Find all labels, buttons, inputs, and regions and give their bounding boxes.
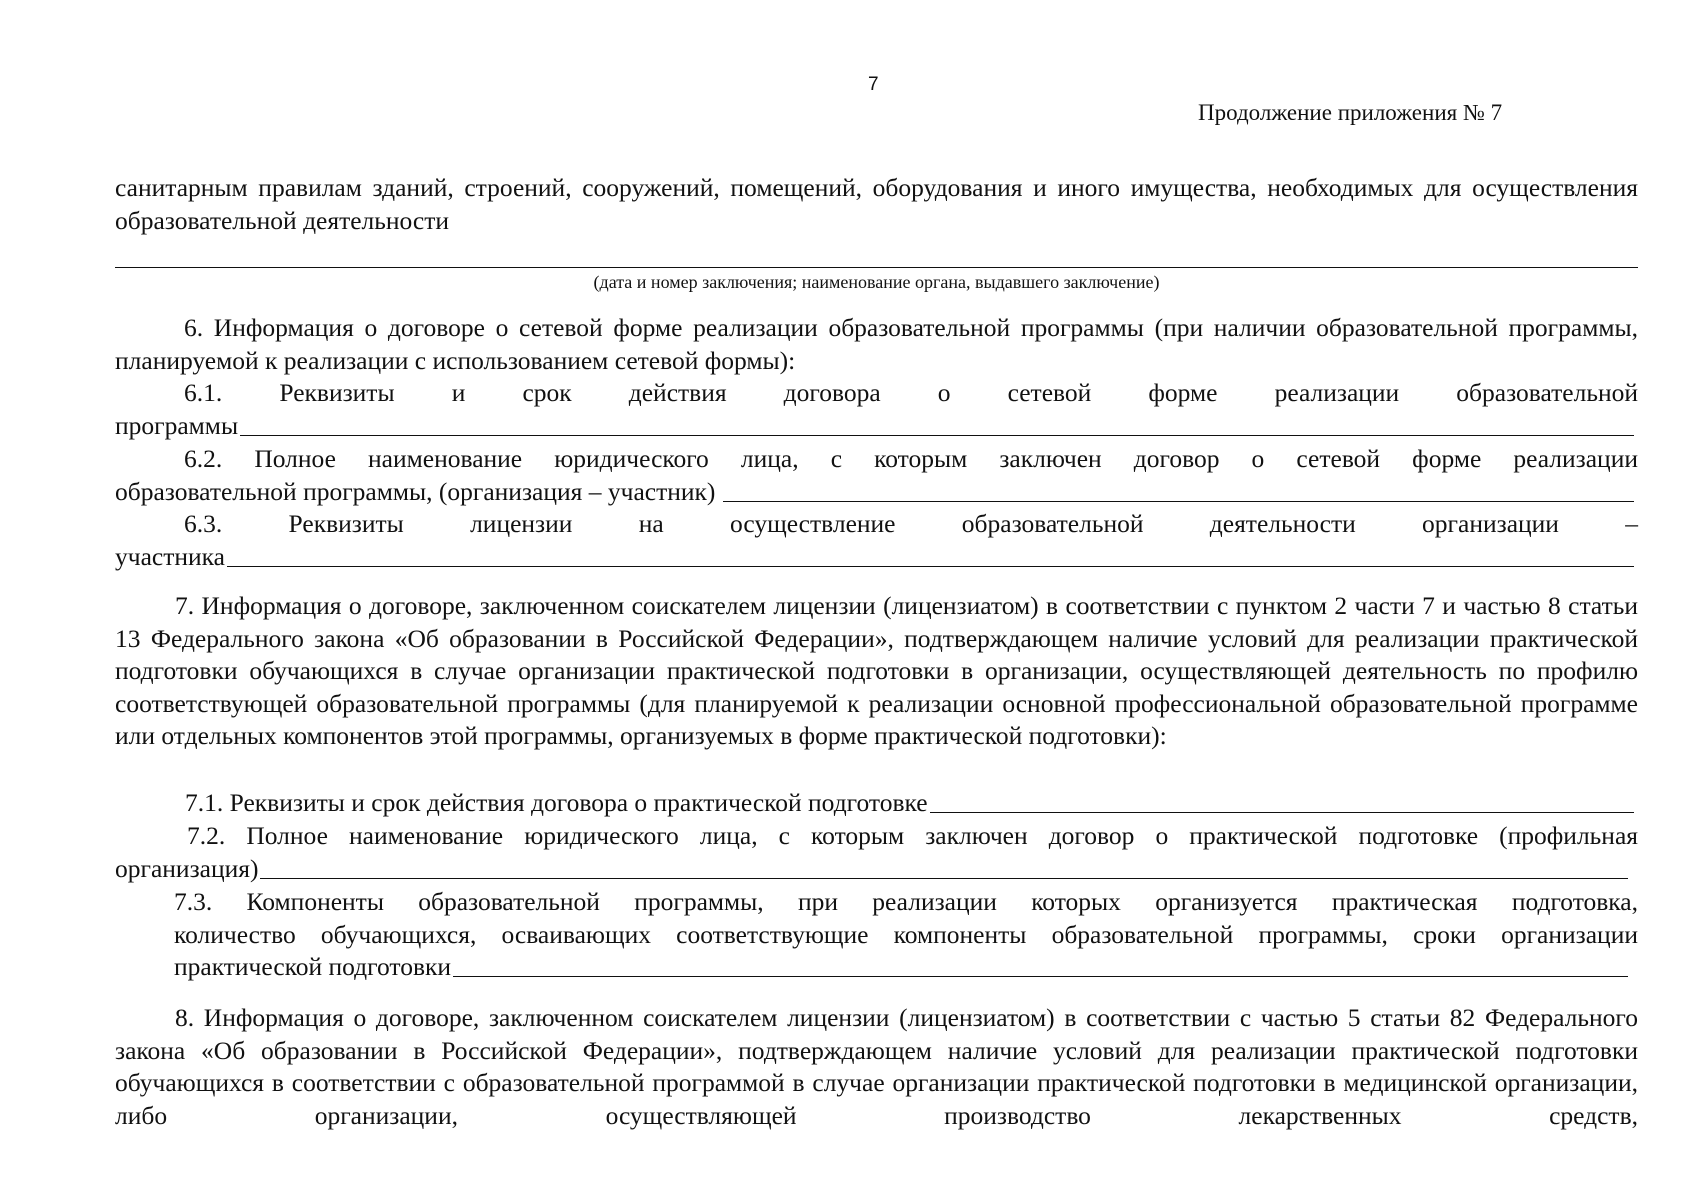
conclusion-fill-line [115,267,1638,268]
item-6-3-line1: 6.3. Реквизиты лицензии на осуществление образовательной деятельности организации – [184,509,1638,538]
item-7-3-line3: практической подготовки [174,952,452,981]
section-8-intro: 8. Информация о договоре, заключенном соискателем лицензии (лицензиатом) в соответствии с частью 5 статьи 82 Федерального закона «Об образовании в Российской Федерации», подтверждающем наличие условий для реализации практической подготовки обучающихся в соответствии с образовательной программой в случае организации практической подготовки в медицинской организации, либо организации, осуществляющей производство лекарственных средств, [115,1003,1638,1130]
item-6-1-fill-line [240,435,1634,436]
item-7-3-line1: 7.3. Компоненты образовательной программы, при реализации которых организуется практическая подготовка, [174,887,1638,916]
conclusion-caption: (дата и номер заключения; наименование органа, выдавшего заключение) [593,272,1160,292]
item-7-3 [174,886,1638,984]
page-number: 7 [868,74,879,95]
item-7-2-line2: организация) [115,853,259,883]
appendix-header: Продолжение приложения № 7 [1198,100,1503,125]
item-6-2-line2: образовательной программы, (организация – участник) [115,476,716,506]
item-6-3-fill-line [227,566,1634,567]
item-6-2 [115,443,1638,508]
item-7-2 [115,820,1638,885]
item-7-1-fill-line [930,812,1634,813]
item-6-1-line2: программы [115,410,239,440]
item-6-3 [115,508,1638,573]
item-7-2-fill-line [260,878,1628,879]
item-6-3-line2: участника [115,541,225,571]
item-7-1-text: 7.1. Реквизиты и срок действия договора о практической подготовке [185,788,928,817]
section-7-intro: 7. Информация о договоре, заключенном соискателем лицензии (лицензиатом) в соответствии с пунктом 2 части 7 и частью 8 статьи 13 Федерального закона «Об образовании в Российской Федерации», подтверждающем наличие условий для реализации практической подготовки обучающихся в случае организации практической подготовки в организации, осуществляющей деятельность по профилю соответствующей образовательной программы (для планируемой к реализации основной профессиональной образовательной программе или отдельных компонентов этой программы, организуемых в форме практической подготовки): [115,591,1638,750]
top-paragraph: санитарным правилам зданий, строений, сооружений, помещений, оборудования и иного имущества, необходимых для осуществления образовательной деятельности [115,173,1638,235]
item-7-3-fill-line [453,976,1628,977]
item-6-2-fill-line [723,501,1634,502]
section-6-intro: 6. Информация о договоре о сетевой форме реализации образовательной программы (при наличии образовательной программы, планируемой к реализации с использованием сетевой формы): [115,313,1638,375]
item-7-2-line1: 7.2. Полное наименование юридического лица, с которым заключен договор о практической подготовке (профильная [187,821,1638,850]
item-6-1 [115,377,1638,442]
item-6-2-line1: 6.2. Полное наименование юридического лица, с которым заключен договор о сетевой форме реализации [184,444,1638,473]
item-7-1 [115,787,1638,820]
item-7-3-line2: количество обучающихся, осваивающих соответствующие компоненты образовательной программы, сроки организации [174,919,1638,949]
item-6-1-line1: 6.1. Реквизиты и срок действия договора о сетевой форме реализации образовательной [184,378,1638,407]
